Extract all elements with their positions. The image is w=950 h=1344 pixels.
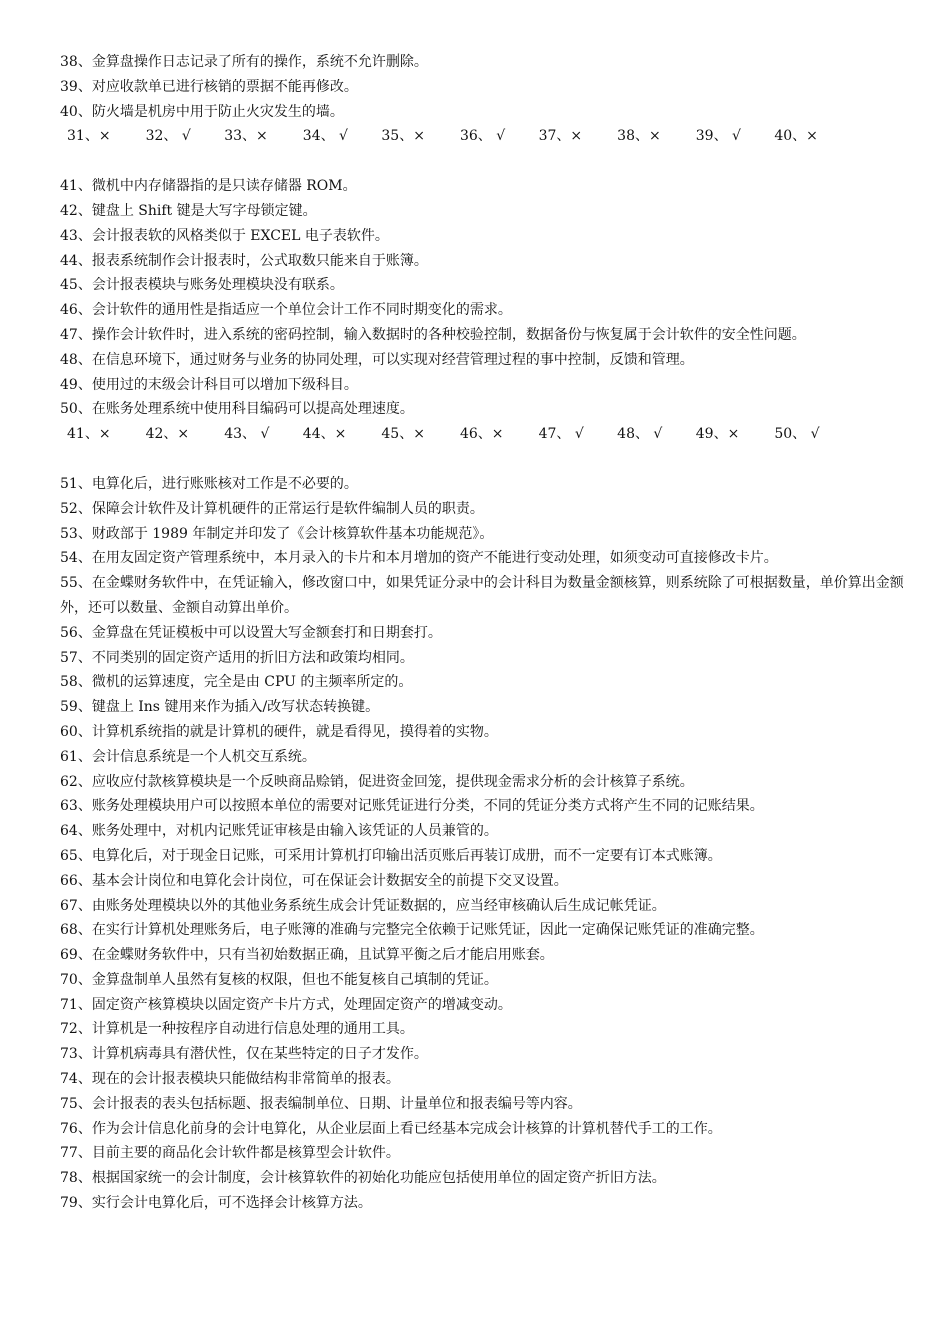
question-47: 47、操作会计软件时，进入系统的密码控制，输入数据时的各种校验控制，数据备份与恢复属于会计软件的安全性问题。 <box>60 326 806 343</box>
question-63: 63、账务处理模块用户可以按照本单位的需要对记账凭证进行分类，不同的凭证分类方式将产生不同的记账结果。 <box>60 798 764 815</box>
question-59: 59、键盘上 Ins 键用来作为插入/改写状态转换键。 <box>60 699 380 716</box>
question-57: 57、不同类别的固定资产适用的折旧方法和政策均相同。 <box>60 649 414 666</box>
question-70: 70、金算盘制单人虽然有复核的权限，但也不能复核自己填制的凭证。 <box>60 971 498 988</box>
answer-39: 39、 √ <box>695 128 741 145</box>
question-56: 56、金算盘在凭证模板中可以设置大写金额套打和日期套打。 <box>60 624 442 641</box>
question-54: 54、在用友固定资产管理系统中，本月录入的卡片和本月增加的资产不能进行变动处理，如须变动可直接修改卡片。 <box>60 550 778 567</box>
answer-45: 45、× <box>381 426 425 443</box>
question-66: 66、基本会计岗位和电算化会计岗位，可在保证会计数据安全的前提下交叉设置。 <box>60 872 568 889</box>
answer-37: 37、× <box>538 128 583 145</box>
question-41: 41、微机中内存储器指的是只读存储器 ROM。 <box>60 178 357 195</box>
question-55: 55、在金蝶财务软件中，在凭证输入，修改窗口中，如果凭证分录中的会计科目为数量金额核算，则系统除了可根据数量，单价算出金额外，还可以数量、金额自动算出单价。 <box>60 575 904 616</box>
answer-49: 49、× <box>695 426 740 443</box>
section-spacer <box>60 447 920 472</box>
answer-44: 44、× <box>302 426 347 443</box>
question-61: 61、会计信息系统是一个人机交互系统。 <box>60 748 316 765</box>
answer-32: 32、 √ <box>145 128 191 145</box>
question-78: 78、根据国家统一的会计制度，会计核算软件的初始化功能应包括使用单位的固定资产折旧方法。 <box>60 1170 666 1187</box>
question-72: 72、计算机是一种按程序自动进行信息处理的通用工具。 <box>60 1021 414 1038</box>
answer-36: 36、 √ <box>459 128 506 145</box>
question-block-38-40 <box>60 50 920 149</box>
question-40: 40、防火墙是机房中用于防止火灾发生的墙。 <box>60 103 344 120</box>
question-79: 79、实行会计电算化后，可不选择会计核算方法。 <box>60 1195 372 1212</box>
question-39: 39、对应收款单已进行核销的票据不能再修改。 <box>60 78 358 95</box>
question-71: 71、固定资产核算模块以固定资产卡片方式，处理固定资产的增减变动。 <box>60 996 512 1013</box>
question-49: 49、使用过的末级会计科目可以增加下级科目。 <box>60 376 358 393</box>
question-38: 38、金算盘操作日志记录了所有的操作，系统不允许删除。 <box>60 54 428 70</box>
question-block-41-50 <box>60 174 920 447</box>
question-48: 48、在信息环境下，通过财务与业务的协同处理，可以实现对经营管理过程的事中控制，反馈和管理。 <box>60 351 694 368</box>
question-53: 53、财政部于 1989 年制定并印发了《会计核算软件基本功能规范》。 <box>60 525 494 542</box>
section-spacer <box>60 149 920 174</box>
answer-31: 31、× <box>67 128 111 145</box>
question-77: 77、目前主要的商品化会计软件都是核算型会计软件。 <box>60 1145 400 1162</box>
answer-46: 46、× <box>459 426 504 443</box>
document-page <box>60 50 920 1216</box>
answer-47: 47、 √ <box>538 426 584 443</box>
question-73: 73、计算机病毒具有潜伏性，仅在某些特定的日子才发作。 <box>60 1046 428 1063</box>
answer-33: 33、× <box>224 128 268 145</box>
answer-50: 50、 √ <box>774 426 820 443</box>
answer-40: 40、× <box>774 128 818 145</box>
answer-41: 41、× <box>67 426 111 443</box>
question-44: 44、报表系统制作会计报表时，公式取数只能来自于账簿。 <box>60 252 428 269</box>
question-51: 51、电算化后，进行账账核对工作是不必要的。 <box>60 475 358 492</box>
answer-34: 34、 √ <box>302 128 348 145</box>
question-50: 50、在账务处理系统中使用科目编码可以提高处理速度。 <box>60 401 414 418</box>
question-64: 64、账务处理中，对机内记账凭证审核是由输入该凭证的人员兼管的。 <box>60 823 498 840</box>
question-block-51-79 <box>60 472 920 1216</box>
answer-35: 35、× <box>381 128 425 145</box>
question-52: 52、保障会计软件及计算机硬件的正常运行是软件编制人员的职责。 <box>60 500 484 517</box>
question-60: 60、计算机系统指的就是计算机的硬件，就是看得见，摸得着的实物。 <box>60 723 498 740</box>
question-43: 43、会计报表软的风格类似于 EXCEL 电子表软件。 <box>60 227 389 244</box>
answer-38: 38、× <box>617 128 661 145</box>
question-46: 46、会计软件的通用性是指适应一个单位会计工作不同时期变化的需求。 <box>60 302 512 319</box>
question-75: 75、会计报表的表头包括标题、报表编制单位、日期、计量单位和报表编号等内容。 <box>60 1095 582 1112</box>
question-45: 45、会计报表模块与账务处理模块没有联系。 <box>60 277 344 294</box>
question-65: 65、电算化后，对于现金日记账，可采用计算机打印输出活页账后再装订成册，而不一定要有订本式账簿。 <box>60 847 722 864</box>
answer-42: 42、× <box>145 426 190 443</box>
question-69: 69、在金蝶财务软件中，只有当初始数据正确，且试算平衡之后才能启用账套。 <box>60 947 554 964</box>
answer-row-41-50 <box>60 422 920 447</box>
question-58: 58、微机的运算速度，完全是由 CPU 的主频率所定的。 <box>60 674 413 691</box>
answer-48: 48、 √ <box>617 426 663 443</box>
answer-row-31-40 <box>60 124 920 149</box>
question-74: 74、现在的会计报表模块只能做结构非常简单的报表。 <box>60 1071 400 1088</box>
question-62: 62、应收应付款核算模块是一个反映商品赊销，促进资金回笼，提供现金需求分析的会计核算子系统。 <box>60 773 694 790</box>
question-67: 67、由账务处理模块以外的其他业务系统生成会计凭证数据的，应当经审核确认后生成记帐凭证。 <box>60 897 666 914</box>
answer-43: 43、 √ <box>224 426 270 443</box>
question-76: 76、作为会计信息化前身的会计电算化，从企业层面上看已经基本完成会计核算的计算机替代手工的工作。 <box>60 1120 722 1137</box>
question-42: 42、键盘上 Shift 键是大写字母锁定键。 <box>60 202 317 219</box>
question-68: 68、在实行计算机处理账务后，电子账簿的准确与完整完全依赖于记账凭证，因此一定确保记账凭证的准确完整。 <box>60 922 764 939</box>
